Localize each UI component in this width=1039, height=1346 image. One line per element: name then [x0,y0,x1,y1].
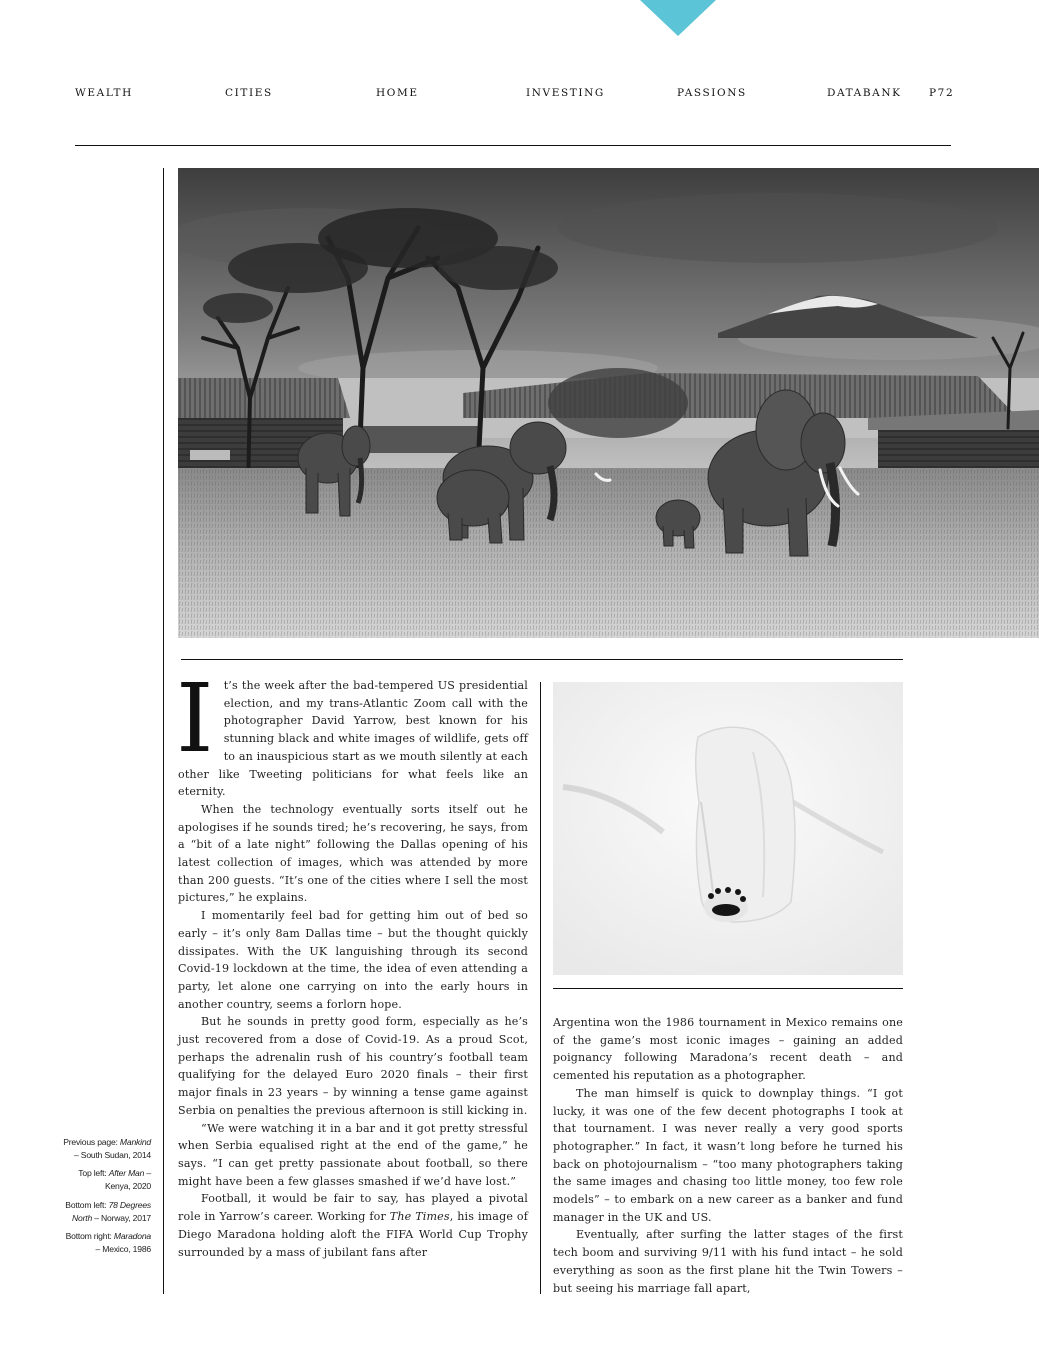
caption: Bottom left: 78 Degrees North – Norway, 2017 [65,1199,151,1223]
paragraph: “We were watching it in a bar and it got pretty stressful when Serbia equalised right at the end of the game,” he says. “I can get pretty passionate about football, so there might have been a few glasses smashed if we’d have lost.” [178,1121,528,1188]
column-divider [540,682,541,1294]
drop-cap: I [176,664,214,774]
section-nav [0,87,1039,103]
nav-item-databank[interactable]: DATABANK [827,87,902,99]
accent-triangle [640,0,716,36]
nav-item-home[interactable]: HOME [376,87,419,99]
header-rule [75,145,951,146]
elephants-photo [178,168,1039,638]
paragraph: But he sounds in pretty good form, especially as he’s just recovered from a dose of Covid-19. As a proud Scot, perhaps the adrenalin rush of his country’s football team qualifying for the delayed Euro 2020 finals – their first major finals in 23 years – by winning a tense game against Serbia on penalties the previous afternoon is still kicking in. [178,1015,528,1117]
paragraph-text: Football, it would be fair to say, has played a pivotal role in Yarrow’s career. Working for [178,1192,528,1224]
paragraph: Eventually, after surfing the latter stages of the first tech boom and surviving 9/11 with his fund intact – he sold everything as soon as the first plane hit the Twin Towers – but seeing his marriage fall apart, [553,1228,903,1295]
caption: Previous page: Mankind – South Sudan, 2014 [63,1137,151,1160]
nav-item-wealth[interactable]: WEALTH [75,87,133,99]
photo-caption-rule [553,988,903,989]
nav-item-cities[interactable]: CITIES [225,87,273,99]
article-column-1 [176,664,528,1261]
caption: Top left: After Man – Kenya, 2020 [78,1168,151,1192]
page-number: P72 [929,87,955,99]
nav-item-investing[interactable]: INVESTING [526,87,605,99]
article-column-2 [553,1014,903,1297]
publication-title: The Times [389,1210,450,1224]
paragraph [178,1190,528,1261]
margin-rule [163,168,164,1294]
caption: Bottom right: Maradona – Mexico, 1986 [65,1231,151,1254]
paragraph: The man himself is quick to downplay things. “I got lucky, it was one of the few decent photographs I took at that tournament. I was never really a very good sports photographer.” In fact, it wasn’t long before he turned his back on photojournalism – “too many photographers taking the same images and chasing too little money, too few role models” – to embark on a new career as a banker and fund manager in the UK and US. [553,1086,903,1224]
nav-item-passions[interactable]: PASSIONS [677,87,747,99]
photo-captions [60,1136,151,1262]
paragraph: Argentina won the 1986 tournament in Mexico remains one of the game’s most iconic images – gaining an added poignancy following Maradona’s recent death – and cemented his reputation as a photographer. [553,1016,903,1083]
paragraph: t’s the week after the bad-tempered US presidential election, and my trans-Atlantic Zoom call with the photographer David Yarrow, best known for his stunning black and white images of wildlife, gets off to an inauspicious start as we mouth silently at each other like Tweeting politicians for what feels like an eternity. [178,679,528,799]
paragraph: I momentarily feel bad for getting him out of bed so early – it’s only 8am Dallas time – but the thought quickly dissipates. With the UK languishing through its second Covid-19 lockdown at the time, the idea of even attending a party, let alone one carrying on into the early hours in another country, seems a forlorn hope. [178,909,528,1011]
polar-bear-photo [553,682,903,975]
paragraph: When the technology eventually sorts itself out he apologises if he sounds tired; he’s recovering, he says, from a “bit of a late night” following the Dallas opening of his latest collection of images, which was attended by more than 200 guests. “It’s one of the cities where I sell the most pictures,” he explains. [178,802,528,905]
article-top-rule [181,659,903,660]
paragraph-text: , his image of Diego Maradona holding aloft the FIFA World Cup Trophy surrounded by a mass of jubilant fans after [178,1210,528,1259]
